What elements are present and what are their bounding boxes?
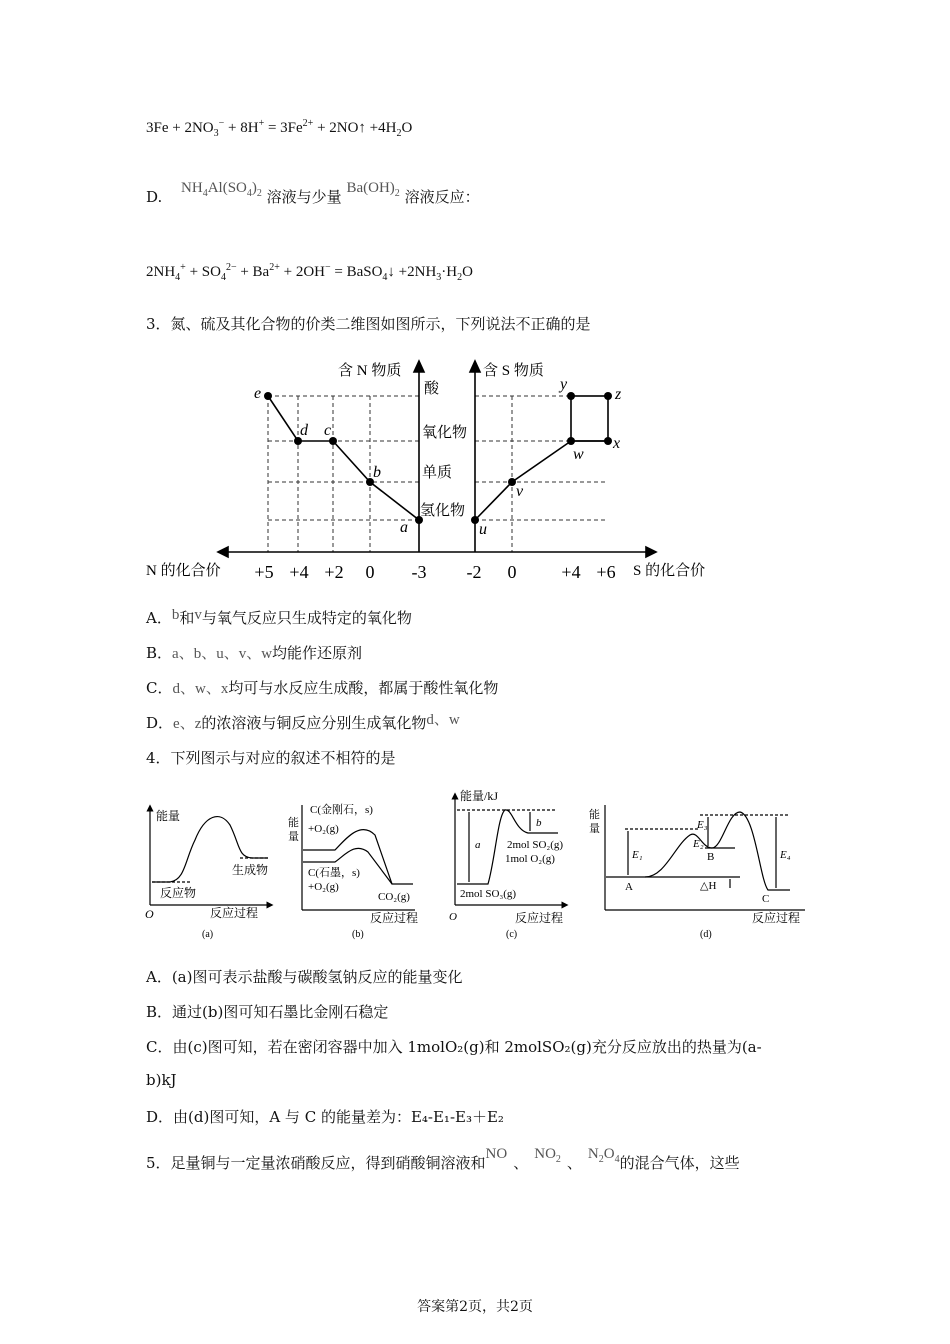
- point-x: [604, 437, 612, 445]
- tick-s-minus2: -2: [466, 562, 482, 582]
- fig-d-e4: E₄: [780, 849, 791, 861]
- x-axis-arrow-left: [218, 547, 228, 557]
- q4-option-b: B．通过(b)图可知石墨比金刚石稳定: [146, 1003, 389, 1021]
- fig-d-ylabel-2: 量: [589, 823, 600, 835]
- fig-c-xlabel: 反应过程: [515, 911, 564, 925]
- fig-b-xlabel: 反应过程: [370, 911, 419, 925]
- question-4-stem: 4．下列图示与对应的叙述不相符的是: [146, 749, 396, 767]
- option-d-ammonium-alum: D. $NH_4Al(SO_4)_2$ 溶液与少量 $Ba(OH)_2$ 溶液反应：: [146, 180, 480, 206]
- category-acid: 酸: [424, 381, 440, 397]
- category-element: 单质: [422, 465, 453, 481]
- point-u: [471, 516, 479, 524]
- label-x: x: [613, 435, 621, 452]
- label-e: e: [254, 385, 262, 402]
- fig-d-xlabel: 反应过程: [752, 911, 801, 925]
- fig-c-origin: O: [449, 911, 457, 923]
- equation-barium-sulfate: $2NH_4^+ + SO_4^{2-} + Ba^{2+} + 2OH^-$ = BaSO$_4$↓ $+2NH_3\cdot H_2O$: [146, 262, 473, 283]
- fig-d-ylabel-1: 能: [589, 809, 600, 821]
- x-title-left: N 的化合价: [146, 563, 221, 579]
- fig-a-origin: O: [145, 907, 154, 921]
- category-hydride: 氢化物: [420, 503, 466, 519]
- equation-fe-nitrate: $3Fe + 2NO_3^- + 8H^+ = 3Fe^{2+}$ + 2NO↑ $+4H_2O$: [146, 118, 413, 139]
- label-y: y: [560, 376, 568, 393]
- q4-option-c-cont: b)kJ: [146, 1071, 177, 1089]
- fig-d-e3: E₃: [697, 819, 708, 831]
- n-axis-title: 含 N 物质: [338, 363, 402, 379]
- point-z: [604, 392, 612, 400]
- question-3-stem: 3．氮、硫及其化合物的价类二维图如图所示，下列说法不正确的是: [146, 315, 591, 333]
- tick-n-plus4: +4: [289, 562, 309, 582]
- s-series-line: [475, 441, 608, 520]
- fig-d-dh: △H: [700, 880, 717, 892]
- tick-n-plus2: +2: [324, 562, 344, 582]
- category-oxide: 氧化物: [422, 425, 468, 441]
- tick-n-plus5: +5: [254, 562, 274, 582]
- fig-a-ylabel: 能量: [156, 809, 181, 823]
- q3-option-b: B．a、b、u、v、w均能作还原剂: [146, 644, 363, 662]
- q4-option-c: C．由(c)图可知，若在密闭容器中加入 1molO₂(g)和 2molSO₂(g)充分反应放出的热量为(a-: [146, 1038, 762, 1056]
- label-a: a: [400, 519, 408, 536]
- tick-n-0: 0: [365, 562, 375, 582]
- label-c: c: [324, 422, 332, 439]
- q3-option-c: C．d、w、x均可与水反应生成酸，都属于酸性氧化物: [146, 679, 499, 697]
- fig-c-b: b: [536, 817, 542, 829]
- fig-d-e2: E₂: [693, 838, 704, 850]
- q3-option-d: D．e、z的浓溶液与铜反应分别生成氧化物d、w: [146, 712, 460, 732]
- fig-b-mid2: +O₂(g): [308, 881, 339, 893]
- fig-b-ylabel-1: 能: [288, 817, 299, 829]
- s-axis-arrow: [470, 361, 480, 372]
- n-axis-arrow: [414, 361, 424, 372]
- fig-a-xlabel: 反应过程: [210, 906, 259, 920]
- s-acid-box: [571, 396, 608, 441]
- fig-c-ylabel: 能量/kJ: [460, 789, 499, 803]
- point-y: [567, 392, 575, 400]
- fig-a-product: 生成物: [232, 863, 269, 877]
- s-axis-title: 含 S 物质: [483, 363, 544, 379]
- energy-diagrams: [0, 785, 950, 955]
- tick-s-plus6: +6: [596, 562, 616, 582]
- fig-c-prod2: 1mol O₂(g): [505, 853, 555, 865]
- q3-option-a: A．b和v与氧气反应只生成特定的氧化物: [146, 607, 412, 627]
- fig-b-top2: +O₂(g): [308, 823, 339, 835]
- fig-b-caption: (b): [352, 929, 364, 940]
- label-u: u: [479, 521, 487, 538]
- fig-d-e1: E₁: [632, 849, 643, 861]
- question-5-stem: 5．足量铜与一定量浓硝酸反应，得到硝酸铜溶液和NO 、 $NO_2$ 、 $N_2O_4$的混合气体，这些: [146, 1146, 740, 1172]
- fig-b-mid: C(石墨，s): [308, 867, 360, 879]
- point-e: [264, 392, 272, 400]
- fig-a-reactant: 反应物: [160, 886, 197, 900]
- label-v: v: [516, 483, 524, 500]
- fig-a-caption: (a): [202, 929, 214, 940]
- q4-option-d: D．由(d)图可知，A 与 C 的能量差为：E₄-E₁-E₃＋E₂: [146, 1108, 504, 1126]
- fig-b-top: C(金刚石，s): [310, 804, 373, 816]
- point-v: [508, 478, 516, 486]
- fig-d-a: A: [625, 881, 633, 893]
- tick-s-plus4: +4: [561, 562, 581, 582]
- fig-d-c: C: [762, 893, 770, 905]
- page-footer: 答案第2页，共2页: [417, 1299, 533, 1315]
- label-w: w: [573, 446, 584, 463]
- n-series-line: [268, 396, 419, 520]
- fig-d-caption: (d): [700, 929, 712, 940]
- fig-c-prod1: 2mol SO₂(g): [507, 839, 564, 851]
- label-d: d: [300, 422, 308, 439]
- fig-d-b: B: [707, 851, 715, 863]
- fig-c-a: a: [475, 839, 481, 851]
- label-z: z: [615, 386, 622, 403]
- q4-option-a: A．(a)图可表示盐酸与碳酸氢钠反应的能量变化: [146, 968, 463, 986]
- fig-b-ylabel-2: 量: [288, 831, 299, 843]
- fig-c-react: 2mol SO₃(g): [460, 888, 517, 900]
- valence-category-chart: [0, 0, 950, 600]
- tick-n-minus3: -3: [411, 562, 427, 582]
- fig-c-caption: (c): [506, 929, 518, 940]
- x-title-right: S 的化合价: [633, 563, 706, 579]
- fig-b-bottom: CO₂(g): [378, 891, 410, 903]
- label-b: b: [373, 464, 381, 481]
- tick-s-0: 0: [507, 562, 517, 582]
- x-axis-arrow-right: [646, 547, 656, 557]
- point-w: [567, 437, 575, 445]
